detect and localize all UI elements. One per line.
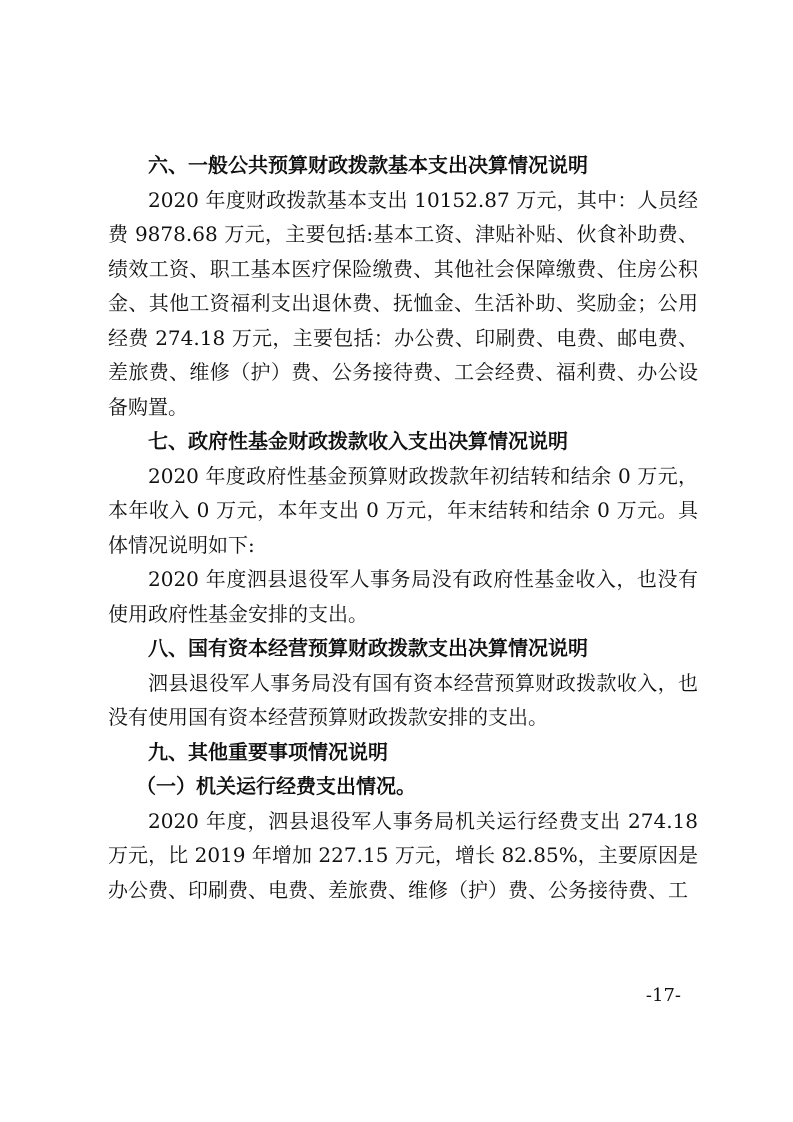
paragraph: 2020 年度政府性基金预算财政拨款年初结转和结余 0 万元，本年收入 0 万元，本年支出 0 万元，年末结转和结余 0 万元。具体情况说明如下: — [108, 463, 698, 557]
paragraph: 2020 年度泗县退役军人事务局没有政府性基金收入，也没有使用政府性基金安排的支出。 — [108, 567, 698, 626]
paragraph: 2020 年度，泗县退役军人事务局机关运行经费支出 274.18 万元，比 2019 年增加 227.15 万元，增长 82.85%，主要原因是办公费、印刷费、电费、差旅费、维修（护）费、公务接待费、工 — [108, 808, 698, 902]
section-heading: 八、国有资本经营预算财政拨款支出决算情况说明 — [148, 636, 588, 660]
paragraph: 泗县退役军人事务局没有国有资本经营预算财政拨款收入，也没有使用国有资本经营预算财政拨款安排的支出。 — [108, 670, 698, 729]
section-heading: 六、一般公共预算财政拨款基本支出决算情况说明 — [148, 153, 588, 177]
body-text — [108, 148, 698, 907]
section-heading: 九、其他重要事项情况说明 — [148, 739, 388, 764]
sub-heading: （一）机关运行经费支出情况。 — [136, 774, 416, 798]
page-number: -17- — [645, 985, 681, 1006]
paragraph: 2020 年度财政拨款基本支出 10152.87 万元，其中：人员经费 9878.68 万元，主要包括:基本工资、津贴补贴、伙食补助费、绩效工资、职工基本医疗保险缴费、其他社会保障缴费、住房公积金、其他工资福利支出退休费、抚恤金、生活补助、奖励金；公用经费 274.18 万元，主要包括：办公费、印刷费、电费、邮电费、差旅费、维修（护）费、公务接待费、工会经费、福利费、办公设备购置。 — [108, 187, 698, 419]
section-heading: 七、政府性基金财政拨款收入支出决算情况说明 — [148, 429, 568, 453]
